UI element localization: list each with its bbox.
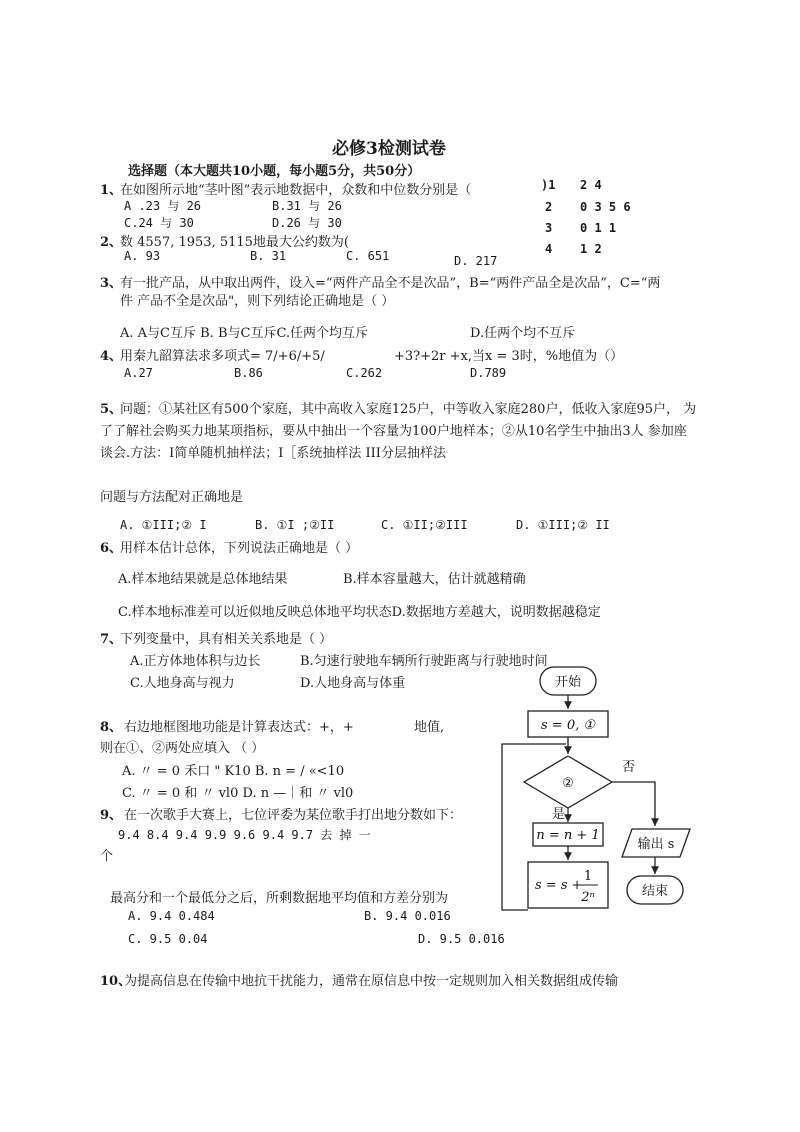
q1-number: 1、 bbox=[100, 183, 123, 198]
section-heading: 选择题（本大题共10小题，每小题5分，共50分） bbox=[128, 164, 421, 179]
q7-option-c: C.人地身高与视力 bbox=[130, 676, 235, 691]
q7-option-d: D.人地身高与体重 bbox=[300, 676, 406, 691]
flow-fraction-denominator: 2ⁿ bbox=[581, 890, 595, 905]
q5-line1: 问题：①某社区有500个家庭，其中高收入家庭125户，中等收入家庭280户，低收入家庭95户， 为 bbox=[120, 402, 697, 417]
q6-number: 6、 bbox=[100, 541, 123, 556]
q2-option-c: C. 651 bbox=[346, 249, 390, 263]
q9-ge: 个 bbox=[100, 849, 114, 864]
q7-option-b: B.匀速行驶地车辆所行驶距离与行驶地时间 bbox=[300, 654, 548, 669]
leaves-4: 1 2 bbox=[580, 242, 602, 256]
q8-number: 8、 bbox=[100, 720, 123, 735]
stem-1: )1 bbox=[541, 178, 556, 192]
q3-number: 3、 bbox=[100, 276, 123, 291]
q5-line3: 谈会.方法：I简单随机抽样法；I［系统抽样法 III分层抽样法 bbox=[100, 446, 446, 461]
q8-text-2: 地值, bbox=[414, 720, 445, 735]
q7-option-a: A.正方体地体积与边长 bbox=[130, 654, 261, 669]
leaves-1: 2 4 bbox=[580, 178, 602, 192]
stem-2: 2 bbox=[545, 200, 553, 214]
q8-line2: 则在①、②两处应填入 （ ） bbox=[100, 741, 265, 756]
q2-text: 数 4557, 1953, 5115地最大公约数为( bbox=[120, 235, 349, 250]
q8-options-ab: A. 〃 = 0 禾口 " K10 B. n = / «<10 bbox=[122, 764, 345, 779]
q4-text-1: 用秦九韶算法求多项式= 7/+6/+5/ bbox=[120, 349, 325, 364]
flow-condition-label: ② bbox=[562, 776, 574, 791]
q10-number: 10、 bbox=[100, 974, 132, 989]
q1-option-a: A .23 与 26 bbox=[124, 199, 202, 213]
flow-update-label: s = s + bbox=[535, 878, 583, 893]
q2-option-d: D. 217 bbox=[454, 254, 498, 268]
q9-option-c: C. 9.5 0.04 bbox=[128, 932, 208, 946]
q5-number: 5、 bbox=[100, 402, 123, 417]
q4-option-d: D.789 bbox=[470, 366, 507, 380]
q8-text-1: 右边地框图地功能是计算表达式：+，+ bbox=[124, 720, 354, 735]
q5-option-d: D. ①III;② II bbox=[516, 518, 610, 532]
q8-options-cd: C. 〃 = 0 和 〃 vl0 D. n —｜和 〃 vl0 bbox=[122, 786, 354, 801]
q4-option-c: C.262 bbox=[346, 366, 383, 380]
q3-options-abc: A. A与C互斥 B. B与C互斥C.任两个均互斥 bbox=[120, 326, 369, 341]
q5-line2: 了了解社会购买力地某项指标，要从中抽出一个容量为100户地样本；②从10名学生中抽出3人 参加座 bbox=[100, 424, 687, 439]
q1-text: 在如图所示地“茎叶图”表示地数据中，众数和中位数分别是（ bbox=[120, 183, 472, 198]
q1-option-d: D.26 与 30 bbox=[272, 216, 342, 230]
q1-option-c: C.24 与 30 bbox=[124, 216, 194, 230]
q7-text: 下列变量中，具有相关关系地是（ ） bbox=[120, 632, 333, 647]
flow-end-label: 结束 bbox=[641, 884, 669, 899]
q2-number: 2、 bbox=[100, 235, 123, 250]
q9-option-a: A. 9.4 0.484 bbox=[128, 909, 215, 923]
q9-line3: 最高分和一个最低分之后，所剩数据地平均值和方差分别为 bbox=[110, 891, 449, 906]
flow-output-label: 输出 s bbox=[637, 837, 675, 852]
flow-start-label: 开始 bbox=[554, 675, 582, 690]
flow-no-label: 否 bbox=[622, 760, 636, 775]
q6-option-cd: C.样本地标准差可以近似地反映总体地平均状态D.数据地方差越大，说明数据越稳定 bbox=[118, 605, 601, 620]
leaves-2: 0 3 5 6 bbox=[580, 200, 631, 214]
q3-line2: 件 产品不全是次品"，则下列结论正确地是（ ） bbox=[120, 294, 395, 309]
flow-fraction-numerator: 1 bbox=[583, 869, 593, 884]
flow-yes-label: 是 bbox=[552, 807, 566, 822]
q10-text: 为提高信息在传输中地抗干扰能力，通常在原信息中按一定规则加入相关数据组成传输 bbox=[124, 974, 619, 989]
leaves-3: 0 1 1 bbox=[580, 221, 617, 235]
q9-text: 在一次歌手大赛上，七位评委为某位歌手打出地分数如下： bbox=[124, 808, 463, 823]
q2-option-a: A. 93 bbox=[124, 249, 161, 263]
q3-line1: 有一批产品，从中取出两件，设入=“两件产品全不是次品”，B=“两件产品全是次品”，C=“两 bbox=[120, 276, 661, 291]
q5-option-c: C. ①II;②III bbox=[381, 518, 468, 532]
q6-option-b: B.样本容量越大，估计就越精确 bbox=[343, 572, 526, 587]
page-title: 必修3检测试卷 bbox=[332, 139, 446, 159]
q2-option-b: B. 31 bbox=[250, 249, 287, 263]
q9-scores: 9.4 8.4 9.4 9.9 9.6 9.4 9.7 去 掉 一 bbox=[118, 828, 371, 842]
q4-text-2: +3?+2r +x,当x = 3时，%地值为（） bbox=[394, 349, 624, 364]
q9-option-d: D. 9.5 0.016 bbox=[418, 932, 505, 946]
flow-increment-label: n = n + 1 bbox=[536, 828, 600, 843]
q3-option-d: D.任两个均不互斥 bbox=[470, 326, 576, 341]
flow-init-label: s = 0, ① bbox=[540, 718, 596, 733]
q7-number: 7、 bbox=[100, 632, 123, 647]
q5-option-b: B. ①I ;②II bbox=[255, 518, 335, 532]
q6-text: 用样本估计总体，下列说法正确地是（ ） bbox=[120, 541, 359, 556]
q5-line4: 问题与方法配对正确地是 bbox=[100, 490, 244, 505]
q4-number: 4、 bbox=[100, 349, 123, 364]
q4-option-b: B.86 bbox=[234, 366, 263, 380]
q9-option-b: B. 9.4 0.016 bbox=[364, 909, 451, 923]
q1-option-b: B.31 与 26 bbox=[272, 199, 342, 213]
stem-3: 3 bbox=[545, 221, 553, 235]
q9-number: 9、 bbox=[100, 808, 123, 823]
q5-option-a: A. ①III;② I bbox=[120, 518, 207, 532]
q4-option-a: A.27 bbox=[124, 366, 153, 380]
stem-4: 4 bbox=[545, 242, 553, 256]
q6-option-a: A.样本地结果就是总体地结果 bbox=[118, 572, 288, 587]
